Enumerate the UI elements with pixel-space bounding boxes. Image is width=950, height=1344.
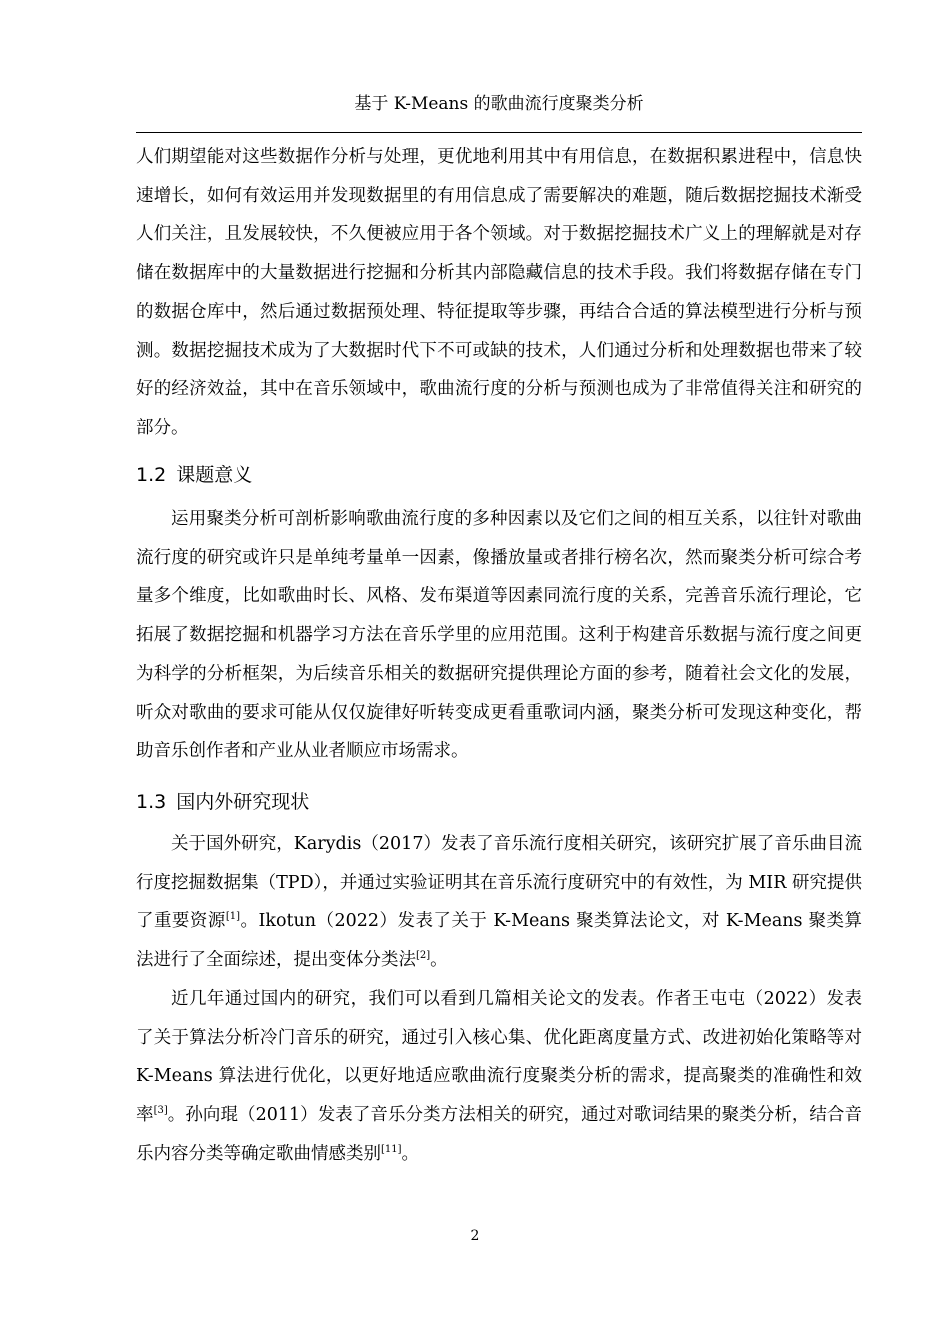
text-run: 。: [401, 1143, 420, 1164]
text-run: 关于国外研究，Karydis（2017）发表了音乐流行度相关研究，该研究扩展了音乐曲目流行度挖掘数据集（TPD），并通过实验证明其在音乐流行度研究中的有效性，为 MIR 研究提供了重要资源: [136, 834, 862, 932]
text-run: 。Ikotun（2022）发表了关于 K-Means 聚类算法论文，对 K-Means 聚类算法进行了全面综述，提出变体分类法: [136, 911, 862, 971]
paragraph: 人们期望能对这些数据作分析与处理，更优地利用其中有用信息，在数据积累进程中，信息快速增长，如何有效运用并发现数据里的有用信息成了需要解决的难题，随后数据挖掘技术渐受人们关注，且发展较快，不久便被应用于各个领域。对于数据挖掘技术广义上的理解就是对存储在数据库中的大量数据进行挖掘和分析其内部隐藏信息的技术手段。我们将数据存储在专门的数据仓库中，然后通过数据预处理、特征提取等步骤，再结合合适的算法模型进行分析与预测。数据挖掘技术成为了大数据时代下不可或缺的技术，人们通过分析和处理数据也带来了较好的经济效益，其中在音乐领域中，歌曲流行度的分析与预测也成为了非常值得关注和研究的部分。: [136, 147, 862, 438]
text-run: 。孙向琨（2011）发表了音乐分类方法相关的研究，通过对歌词结果的聚类分析，结合音乐内容分类等确定歌曲情感类别: [136, 1104, 862, 1164]
paragraph: [136, 825, 862, 980]
section-title: 国内外研究现状: [176, 791, 310, 813]
section-1-3-body: [136, 825, 862, 1173]
citation: [1]: [225, 911, 241, 923]
section-heading-1-3: [136, 788, 862, 816]
section-heading-1-2: [136, 461, 862, 489]
text-run: 。: [430, 950, 448, 971]
citation: [11]: [381, 1143, 402, 1155]
section-number: 1.3: [136, 791, 167, 813]
section-title: 课题意义: [176, 464, 253, 486]
text-run: 近几年通过国内的研究，我们可以看到几篇相关论文的发表。作者王屯屯（2022）发表了关于算法分析冷门音乐的研究，通过引入核心集、优化距离度量方式、改进初始化策略等对 K-Means 算法进行优化，以更好地适应歌曲流行度聚类分析的需求，提高聚类的准确性和效率: [136, 988, 862, 1125]
paragraph: [136, 980, 862, 1174]
header-rule: [136, 132, 862, 133]
section-1-2-body: [136, 500, 862, 771]
section-number: 1.2: [136, 464, 167, 486]
citation: [2]: [416, 950, 431, 962]
intro-continuation: [136, 138, 862, 448]
citation: [3]: [153, 1104, 168, 1116]
running-header: 基于 K-Means 的歌曲流行度聚类分析: [354, 94, 644, 114]
paragraph: 运用聚类分析可剖析影响歌曲流行度的多种因素以及它们之间的相互关系，以往针对歌曲流行度的研究或许只是单纯考量单一因素，像播放量或者排行榜名次，然而聚类分析可综合考量多个维度，比如歌曲时长、风格、发布渠道等因素同流行度的关系，完善音乐流行理论，它拓展了数据挖掘和机器学习方法在音乐学里的应用范围。这利于构建音乐数据与流行度之间更为科学的分析框架，为后续音乐相关的数据研究提供理论方面的参考，随着社会文化的发展，听众对歌曲的要求可能从仅仅旋律好听转变成更看重歌词内涵，聚类分析可发现这种变化，帮助音乐创作者和产业从业者顺应市场需求。: [136, 509, 862, 762]
page-number: 2: [470, 1228, 480, 1244]
